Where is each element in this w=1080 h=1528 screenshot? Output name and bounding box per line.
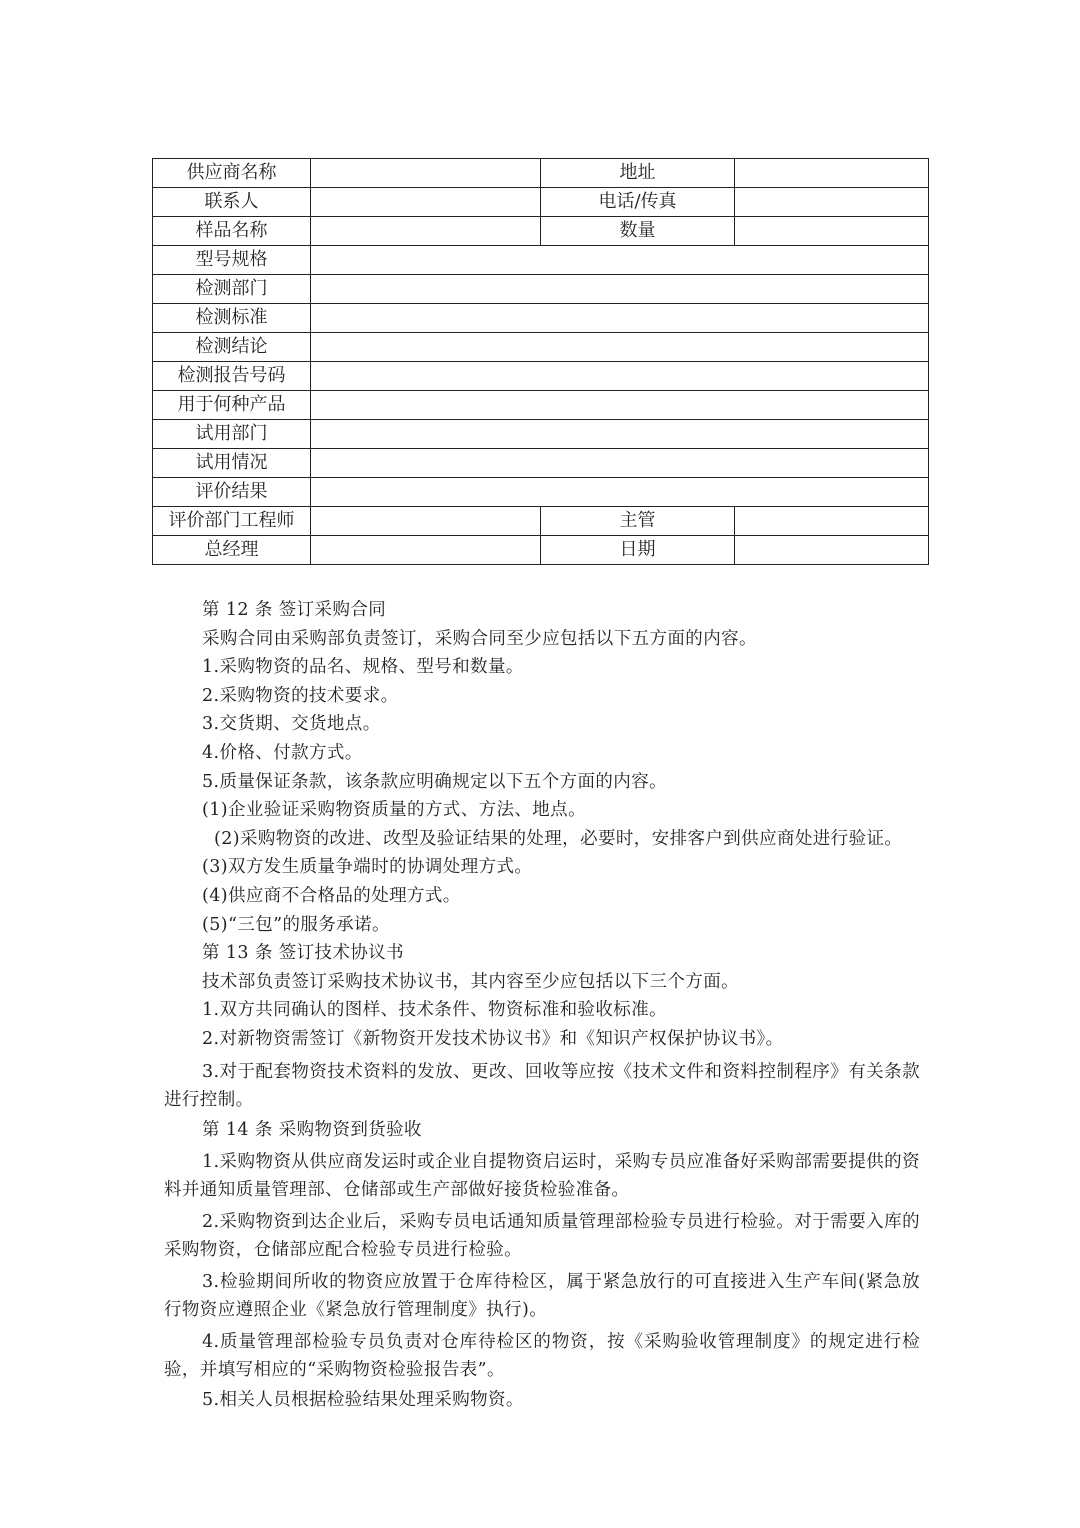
field-quantity[interactable] bbox=[735, 217, 929, 246]
field-supplier-name[interactable] bbox=[311, 159, 541, 188]
form-row-supplier bbox=[153, 159, 929, 188]
article-14-item-1: 1.采购物资从供应商发运时或企业自提物资启运时，采购专员应准备好采购部需要提供的资料并通知质量管理部、仓储部或生产部做好接货检验准备。 bbox=[164, 1152, 920, 1201]
field-test-dept[interactable] bbox=[311, 275, 929, 304]
article-12-item-1: 1.采购物资的品名、规格、型号和数量。 bbox=[202, 657, 524, 678]
form-row-trial-dept bbox=[153, 420, 929, 449]
label-supplier-name: 供应商名称 bbox=[153, 159, 311, 188]
form-row-model bbox=[153, 246, 929, 275]
article-13-title: 第 13 条 签订技术协议书 bbox=[202, 943, 405, 964]
field-model-spec[interactable] bbox=[311, 246, 929, 275]
article-13-item-1: 1.双方共同确认的图样、技术条件、物资标准和验收标准。 bbox=[202, 1000, 667, 1021]
article-12-sub-5: (5)“三包”的服务承诺。 bbox=[202, 914, 390, 935]
form-row-report-no bbox=[153, 362, 929, 391]
form-row-gm bbox=[153, 536, 929, 565]
form-row-sample bbox=[153, 217, 929, 246]
label-quantity: 数量 bbox=[541, 217, 735, 246]
document-body bbox=[164, 596, 920, 1415]
label-model-spec: 型号规格 bbox=[153, 246, 311, 275]
label-evaluation: 评价结果 bbox=[153, 478, 311, 507]
article-12-sub-1: (1)企业验证采购物资质量的方式、方法、地点。 bbox=[202, 800, 586, 821]
article-12-sub-2: (2)采购物资的改进、改型及验证结果的处理，必要时，安排客户到供应商处进行验证。 bbox=[214, 828, 903, 849]
label-address: 地址 bbox=[541, 159, 735, 188]
field-contact[interactable] bbox=[311, 188, 541, 217]
label-date: 日期 bbox=[541, 536, 735, 565]
field-test-conclusion[interactable] bbox=[311, 333, 929, 362]
field-general-manager[interactable] bbox=[311, 536, 541, 565]
article-12-sub-4: (4)供应商不合格品的处理方式。 bbox=[202, 885, 461, 906]
field-trial-dept[interactable] bbox=[311, 420, 929, 449]
form-row-evaluation bbox=[153, 478, 929, 507]
field-date[interactable] bbox=[735, 536, 929, 565]
article-12-intro: 采购合同由采购部负责签订，采购合同至少应包括以下五方面的内容。 bbox=[202, 628, 757, 649]
field-trial-status[interactable] bbox=[311, 449, 929, 478]
label-phone-fax: 电话/传真 bbox=[541, 188, 735, 217]
label-contact: 联系人 bbox=[153, 188, 311, 217]
field-product-use[interactable] bbox=[311, 391, 929, 420]
article-14-item-5: 5.相关人员根据检验结果处理采购物资。 bbox=[202, 1390, 524, 1411]
article-12-title: 第 12 条 签订采购合同 bbox=[202, 600, 387, 620]
field-supervisor[interactable] bbox=[735, 507, 929, 536]
article-12-item-3: 3.交货期、交货地点。 bbox=[202, 714, 381, 735]
field-sample-name[interactable] bbox=[311, 217, 541, 246]
label-supervisor: 主管 bbox=[541, 507, 735, 536]
article-13-item-2: 2.对新物资需签订《新物资开发技术协议书》和《知识产权保护协议书》。 bbox=[202, 1028, 784, 1049]
field-report-no[interactable] bbox=[311, 362, 929, 391]
field-evaluation[interactable] bbox=[311, 478, 929, 507]
article-14-title: 第 14 条 采购物资到货验收 bbox=[202, 1119, 422, 1140]
field-test-standard[interactable] bbox=[311, 304, 929, 333]
article-14-item-2: 2.采购物资到达企业后，采购专员电话通知质量管理部检验专员进行检验。对于需要入库的采购物资，仓储部应配合检验专员进行检验。 bbox=[164, 1212, 920, 1261]
article-12-sub-3: (3)双方发生质量争端时的协调处理方式。 bbox=[202, 857, 533, 878]
form-row-test-dept bbox=[153, 275, 929, 304]
form-row-trial-status bbox=[153, 449, 929, 478]
article-13-item-3: 3.对于配套物资技术资料的发放、更改、回收等应按《技术文件和资料控制程序》有关条款进行控制。 bbox=[164, 1061, 920, 1110]
label-test-standard: 检测标准 bbox=[153, 304, 311, 333]
article-12-item-2: 2.采购物资的技术要求。 bbox=[202, 685, 399, 706]
form-row-contact bbox=[153, 188, 929, 217]
field-phone-fax[interactable] bbox=[735, 188, 929, 217]
article-14-item-4: 4.质量管理部检验专员负责对仓库待检区的物资，按《采购验收管理制度》的规定进行检验，并填写相应的“采购物资检验报告表”。 bbox=[164, 1332, 920, 1381]
label-test-conclusion: 检测结论 bbox=[153, 333, 311, 362]
label-engineer: 评价部门工程师 bbox=[153, 507, 311, 536]
article-14-item-3: 3.检验期间所收的物资应放置于仓库待检区，属于紧急放行的可直接进入生产车间(紧急放行物资应遵照企业《紧急放行管理制度》执行)。 bbox=[164, 1272, 920, 1321]
field-address[interactable] bbox=[735, 159, 929, 188]
form-row-product-use bbox=[153, 391, 929, 420]
label-trial-status: 试用情况 bbox=[153, 449, 311, 478]
supplier-sample-form bbox=[152, 158, 929, 565]
form-row-test-standard bbox=[153, 304, 929, 333]
article-12-item-4: 4.价格、付款方式。 bbox=[202, 742, 363, 763]
label-report-no: 检测报告号码 bbox=[153, 362, 311, 391]
label-general-manager: 总经理 bbox=[153, 536, 311, 565]
form-row-engineer bbox=[153, 507, 929, 536]
article-13-intro: 技术部负责签订采购技术协议书，其内容至少应包括以下三个方面。 bbox=[202, 971, 739, 992]
label-trial-dept: 试用部门 bbox=[153, 420, 311, 449]
field-engineer[interactable] bbox=[311, 507, 541, 536]
label-test-dept: 检测部门 bbox=[153, 275, 311, 304]
article-12-item-5: 5.质量保证条款，该条款应明确规定以下五个方面的内容。 bbox=[202, 771, 667, 792]
form-row-test-conclusion bbox=[153, 333, 929, 362]
label-sample-name: 样品名称 bbox=[153, 217, 311, 246]
label-product-use: 用于何种产品 bbox=[153, 391, 311, 420]
